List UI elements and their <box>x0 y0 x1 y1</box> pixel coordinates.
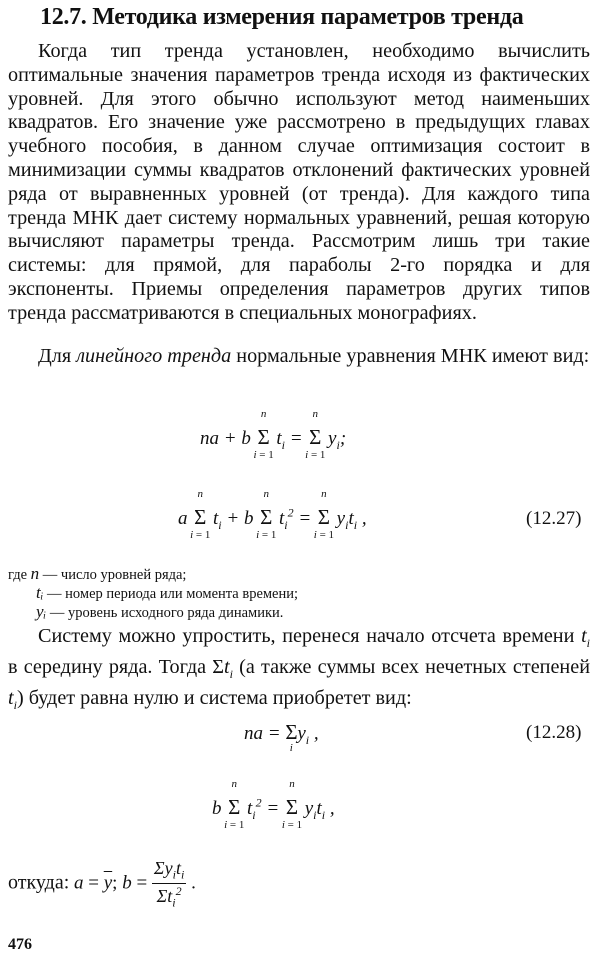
fraction-b: $\frac{\Sigma y_it_i}{\Sigma t_i^2}$ <box>153 858 185 910</box>
paragraph-simplification: Систему можно упростить, перенеся начало отсчета времени $t_i$ в середину ряда. Тогда $\Sigma t_i$ (а также суммы всех нечетных степеней $t_i$) будет равна нулю и система приобретет вид: <box>8 625 591 712</box>
normal-equation-2: a n Σ i = 1 $t_i + b$ n Σ i = 1 $t_i^2$ = n Σ i = 1 $y_it_i$ , <box>178 488 367 541</box>
page-number: 476 <box>8 936 32 953</box>
equation-12-28-line-2: b n Σ i = 1 $t_i^2$ = n Σ i = 1 $y_it_i$ , <box>212 778 335 831</box>
equation-12-28-line-1: na = Σ i $y_i$ , <box>244 720 319 754</box>
legend-row-n: где n — число уровней ряда; <box>8 564 187 583</box>
section-heading: 12.7. Методика измерения параметров тренда <box>40 4 524 30</box>
solution-formula: откуда: $a = \overline{y}$; b = $\frac{\Sigma y_it_i}{\Sigma t_i^2}$ . <box>8 858 196 910</box>
equation-number-12-28: (12.28) <box>526 722 582 743</box>
normal-equation-1: na + b n Σ i = 1 $t_i$ = n Σ i = 1 $y_i$; <box>200 408 347 461</box>
equation-number-12-27: (12.27) <box>526 508 582 529</box>
paragraph-linear-trend: Для линейного тренда нормальные уравнения МНК имеют вид: <box>38 345 590 367</box>
paragraph-intro: Когда тип тренда установлен, необходимо вычислить оптимальные значения параметров тренда исходя из фактических уровней. Для этого обычно используют метод наименьших квадратов. Его значение уже рассмотрено в предыдущих главах учебного пособия, в данном случае оптимизация состоит в минимизации суммы квадратов отклонений фактических уровней ряда от выравненных уровней (от тренда). Для каждого типа тренда МНК дает систему нормальных уравнений, решая которую вычисляют параметры тренда. Рассмотрим лишь три такие системы: для прямой, для параболы 2-го порядка и для экспоненты. Приемы определения параметров других типов тренда рассматриваются в специальных монографиях. <box>8 40 590 324</box>
legend-row-t: tᵢ — номер периода или момента времени; <box>36 583 299 602</box>
legend-row-y: yᵢ — уровень исходного ряда динамики. <box>36 602 284 621</box>
